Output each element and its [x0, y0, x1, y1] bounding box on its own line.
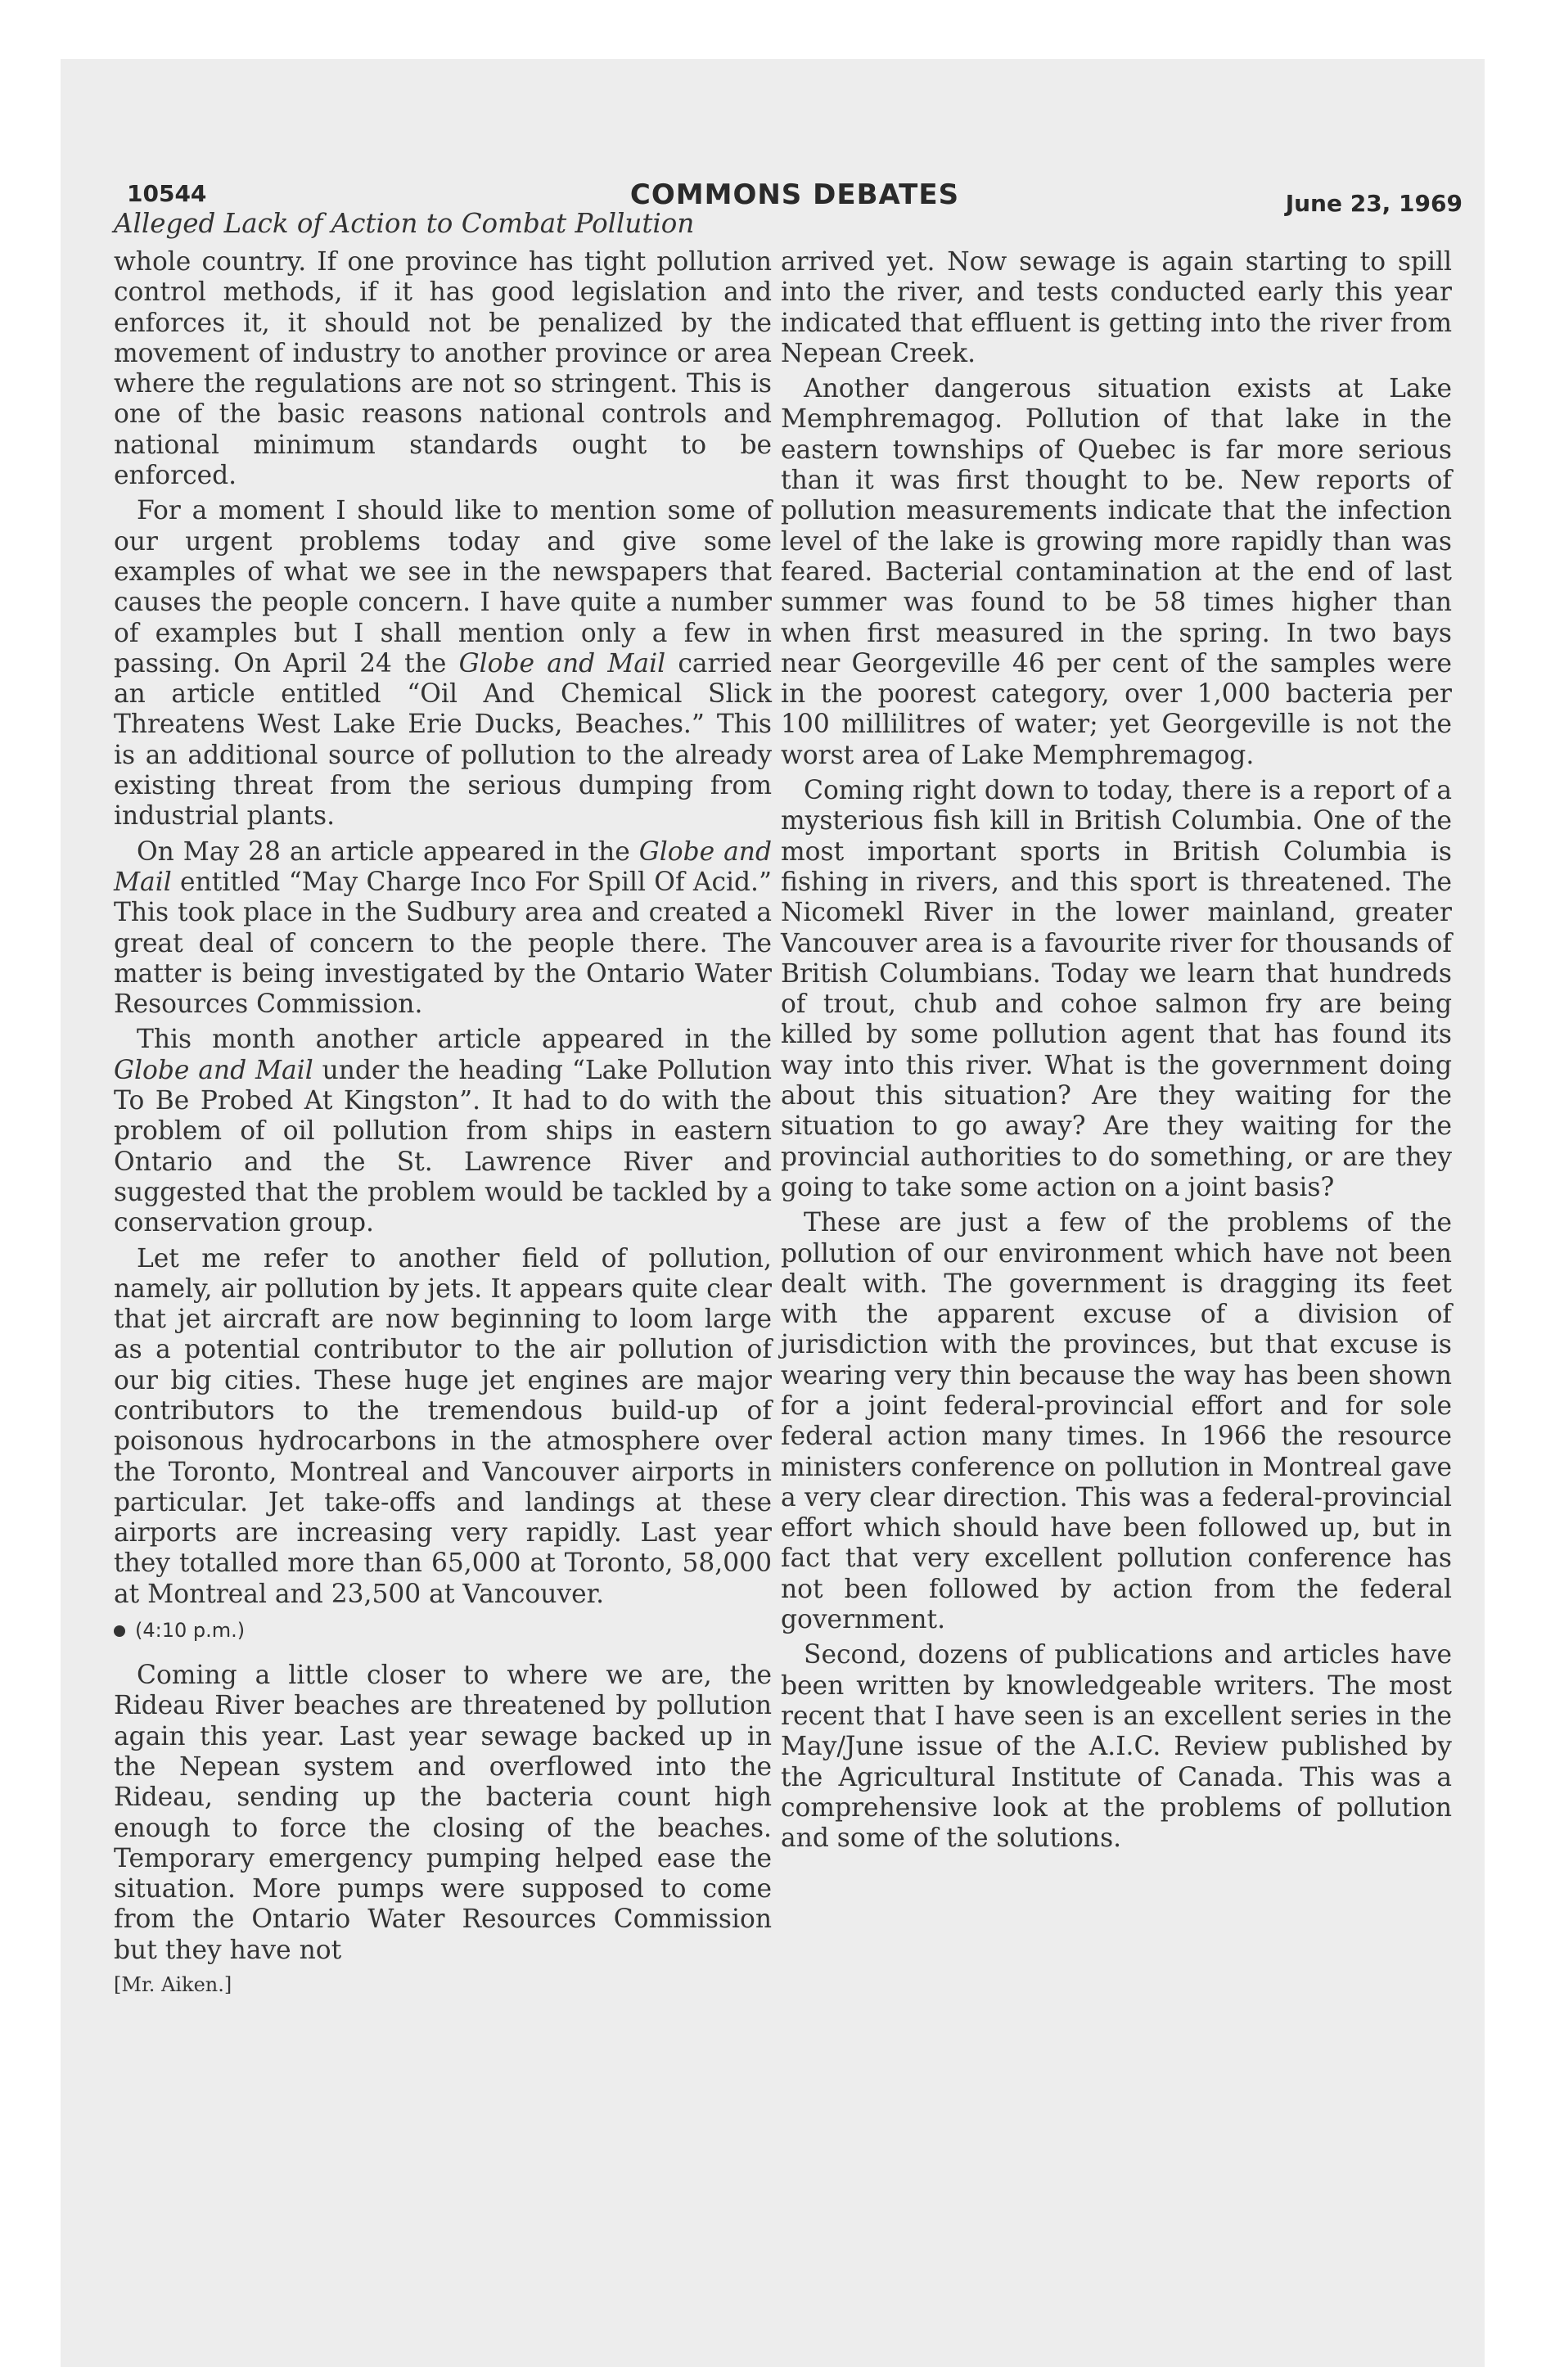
paragraph: Another dangerous situation exists at Lake Memphremagog. Pollution of that lake in the eastern townships of Quebec is far more serious than it was first thought to be. New reports of pollution measurements indicate that the infection level of the lake is growing more rapidly than was feared. Bacterial contamination at the end of last summer was found to be 58 times higher than when first measured in the spring. In two bays near Georgeville 46 per cent of the samples were in the poorest category, over 1,000 bacteria per 100 millilitres of water; yet Georgeville is not the worst area of Lake Memphremagog.	[781, 374, 1452, 770]
speaker-tag: [Mr. Aiken.]	[114, 1973, 232, 1997]
paragraph: Coming right down to today, there is a report of a mysterious fish kill in British Columbia. One of the most important sports in British Columbia is fishing in rivers, and this sport is threatened. The Nicomekl River in the lower mainland, greater Vancouver area is a favourite river for thousands of British Columbians. Today we learn that hundreds of trout, chub and cohoe salmon fry are being killed by some pollution agent that has found its way into this river. What is the government doing about this situation? Are they waiting for the situation to go away? Are they waiting for the provincial authorities to do something, or are they going to take some action on a joint basis?	[781, 776, 1452, 1202]
paragraph-text: entitled “May Charge Inco For Spill Of Acid.” This took place in the Sudbury area and created a great deal of concern to the people there. The matter is being investigated by the Ontario Water Resources Commission.	[114, 867, 772, 1020]
paragraph-text: On May 28 an article appeared in the	[137, 836, 639, 867]
paragraph: arrived yet. Now sewage is again starting to spill into the river, and tests conducted early this year indicated that effluent is getting into the river from Nepean Creek.	[781, 247, 1452, 368]
paragraph-text: This month another article appeared in the	[137, 1025, 772, 1055]
bullet-icon	[114, 1625, 125, 1637]
left-column	[114, 247, 772, 1997]
paragraph: whole country. If one province has tight pollution control methods, if it has good legislation and enforces it, it should not be penalized by the movement of industry to another province or area where the regulations are not so stringent. This is one of the basic reasons national controls and national minimum standards ought to be enforced.	[114, 247, 772, 491]
paragraph: Coming a little closer to where we are, the Rideau River beaches are threatened by pollution again this year. Last year sewage backed up in the Nepean system and overflowed into the Rideau, sending up the bacteria count high enough to force the closing of the beaches. Temporary emergency pumping helped ease the situation. More pumps were supposed to come from the Ontario Water Resources Commission but they have not	[114, 1661, 772, 1965]
newspaper-name: Globe and Mail	[114, 1055, 313, 1085]
time-stamp	[114, 1618, 772, 1643]
running-title: COMMONS DEBATES	[629, 178, 960, 211]
paragraph: Let me refer to another field of pollution, namely, air pollution by jets. It appears quite clear that jet aircraft are now beginning to loom large as a potential contributor to the air pollution of our big cities. These huge jet engines are major contributors to the tremendous build-up of poisonous hydrocarbons in the atmosphere over the Toronto, Montreal and Vancouver airports in particular. Jet take-offs and landings at these airports are increasing very rapidly. Last year they totalled more than 65,000 at Toronto, 58,000 at Montreal and 23,500 at Vancouver.	[114, 1243, 772, 1609]
section-title: Alleged Lack of Action to Combat Pollution	[114, 208, 695, 239]
newspaper-name: Globe and Mail	[114, 836, 772, 897]
paragraph	[114, 496, 772, 832]
page-date: June 23, 1969	[1285, 190, 1463, 217]
time-stamp-text: (4:10 p.m.)	[135, 1619, 246, 1643]
newspaper-name: Globe and Mail	[458, 648, 666, 678]
paragraph: Second, dozens of publications and articles have been written by knowledgeable writers. The most recent that I have seen is an excellent series in the May/June issue of the A.I.C. Review published by the Agricultural Institute of Canada. This was a comprehensive look at the problems of pollution and some of the solutions.	[781, 1640, 1452, 1854]
page-number: 10544	[127, 180, 207, 207]
paragraph	[114, 1025, 772, 1238]
paragraph: These are just a few of the problems of the pollution of our environment which have not been dealt with. The government is dragging its feet with the apparent excuse of a division of jurisdiction with the provinces, but that excuse is wearing very thin because the way has been shown for a joint federal-provincial effort and for sole federal action many times. In 1966 the resource ministers conference on pollution in Montreal gave a very clear direction. This was a federal-provincial effort which should have been followed up, but in fact that very excellent pollution conference has not been followed by action from the federal government.	[781, 1208, 1452, 1635]
paragraph-text: under the heading “Lake Pollution To Be Probed At Kingston”. It had to do with the problem of oil pollution from ships in eastern Ontario and the St. Lawrence River and suggested that the problem would be tackled by a conservation group.	[114, 1055, 773, 1238]
paragraph-text: carried an article entitled “Oil And Chemical Slick Threatens West Lake Erie Ducks, Beaches.” This is an additional source of pollution to the already existing threat from the serious dumping from industrial plants.	[114, 648, 772, 832]
right-column	[781, 247, 1452, 1859]
paragraph	[114, 837, 772, 1021]
paragraph-text: For a moment I should like to mention some of our urgent problems today and give some examples of what we see in the newspapers that causes the people concern. I have quite a number of examples but I shall mention only a few in passing. On April 24 the	[114, 496, 772, 678]
